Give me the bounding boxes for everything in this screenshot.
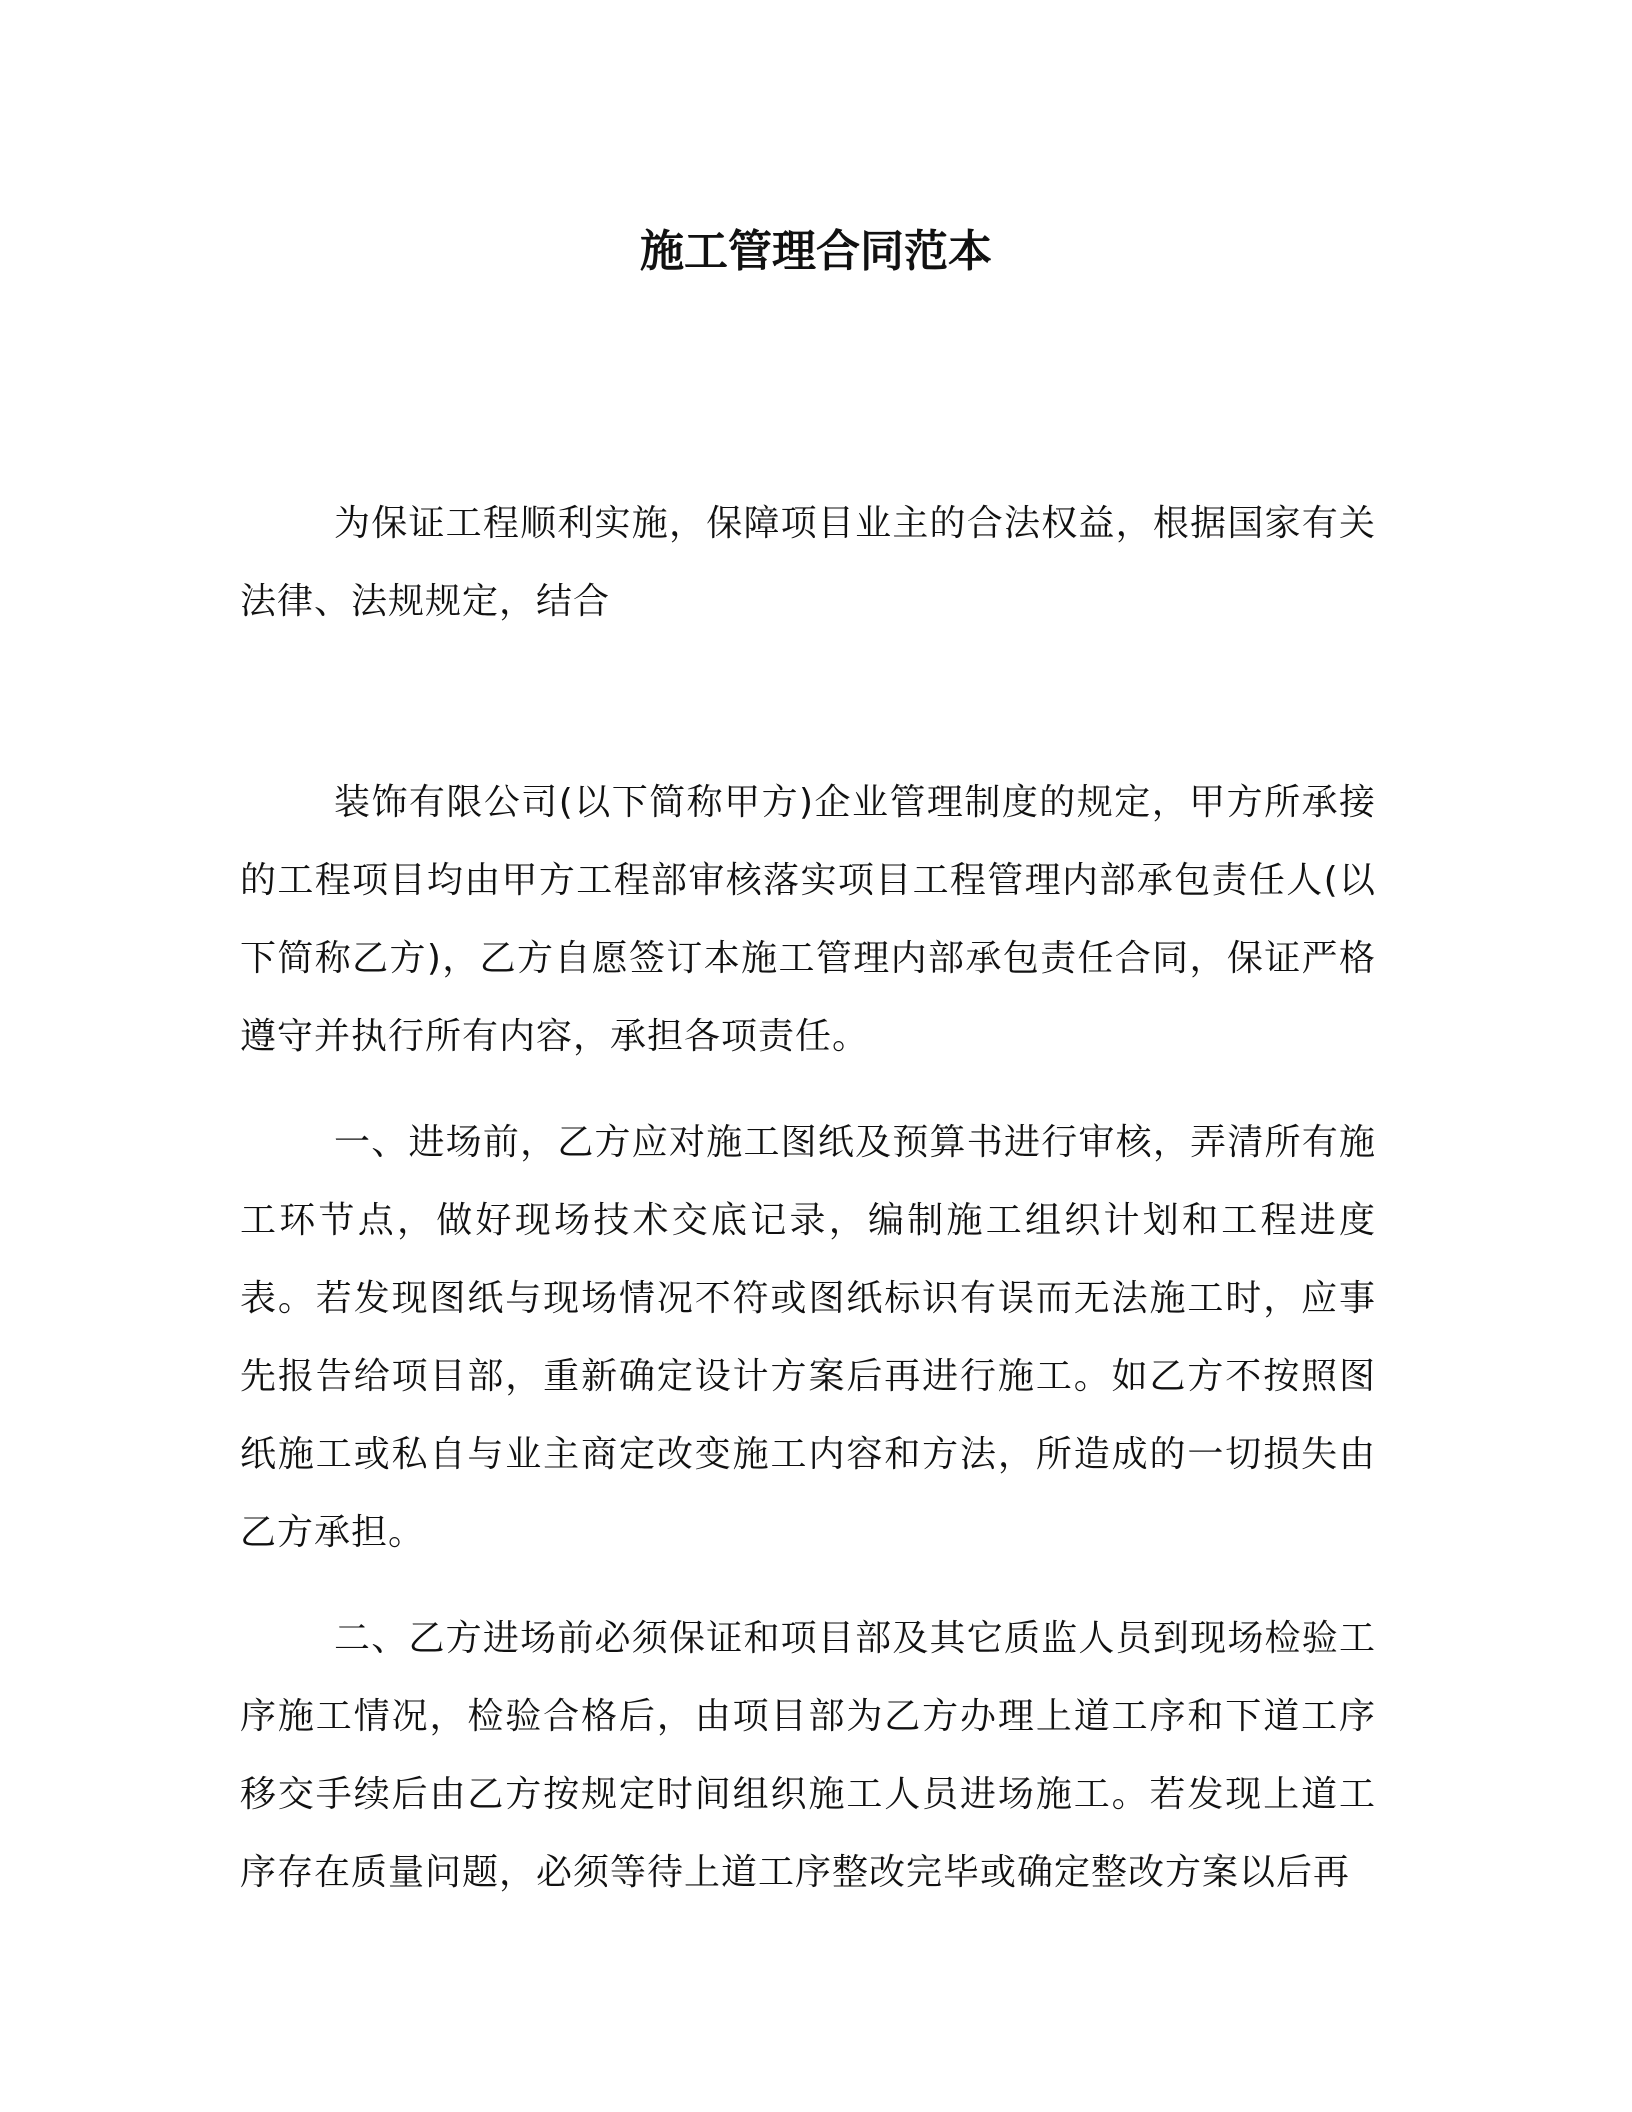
- paragraph-intro: 为保证工程顺利实施，保障项目业主的合法权益，根据国家有关法律、法规规定，结合: [240, 503, 1376, 622]
- paragraph-clause-2: 二、乙方进场前必须保证和项目部及其它质监人员到现场检验工序施工情况，检验合格后，由项目部为乙方办理上道工序和下道工序移交手续后由乙方按规定时间组织施工人员进场施工。若发现上道工序存在质量问题，必须等待上道工序整改完毕或确定整改方案以后再: [240, 1618, 1376, 1893]
- document-title: 施工管理合同范本: [640, 226, 992, 277]
- paragraph-clause-1: 一、进场前，乙方应对施工图纸及预算书进行审核，弄清所有施工环节点，做好现场技术交底记录，编制施工组织计划和工程进度表。若发现图纸与现场情况不符或图纸标识有误而无法施工时，应事先报告给项目部，重新确定设计方案后再进行施工。如乙方不按照图纸施工或私自与业主商定改变施工内容和方法，所造成的一切损失由乙方承担。: [240, 1122, 1376, 1553]
- paragraph-party-definition: 装饰有限公司(以下简称甲方)企业管理制度的规定，甲方所承接的工程项目均由甲方工程部审核落实项目工程管理内部承包责任人(以下简称乙方)，乙方自愿签订本施工管理内部承包责任合同，保证严格遵守并执行所有内容，承担各项责任。: [240, 782, 1376, 1057]
